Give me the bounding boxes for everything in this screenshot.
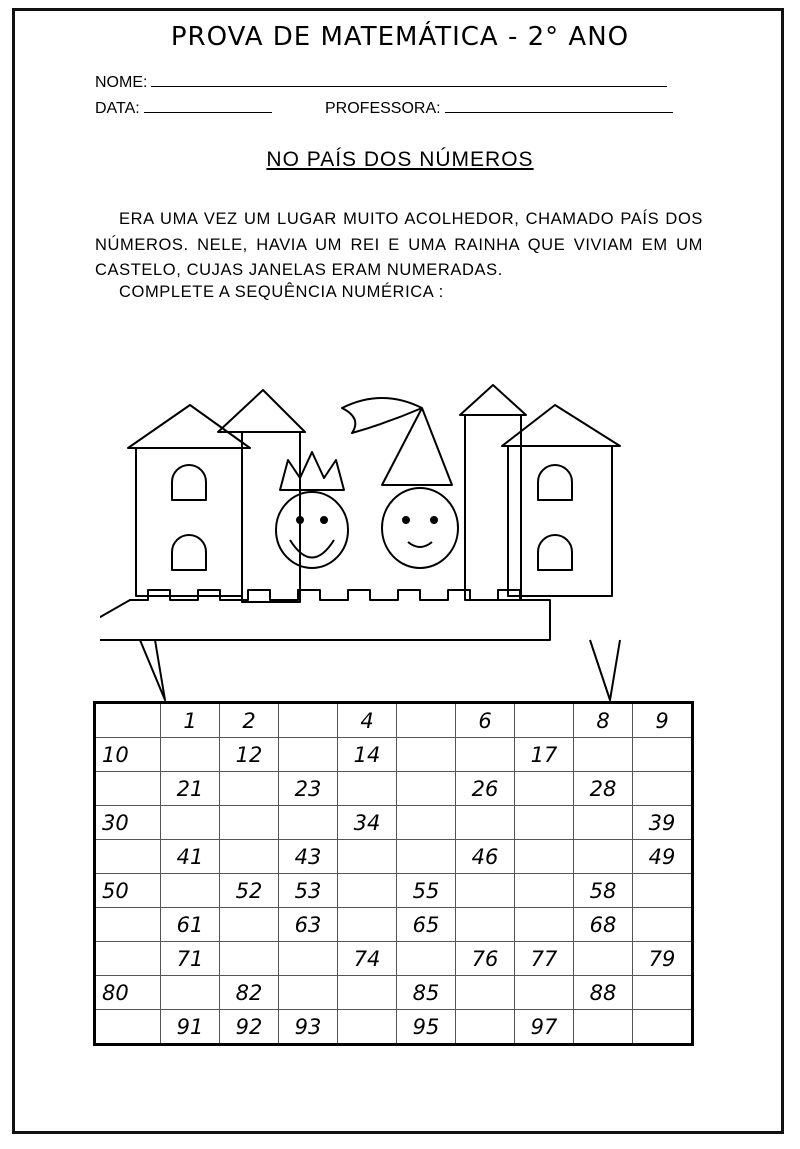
grid-cell-number: 93: [279, 1010, 338, 1045]
grid-cell-number: 46: [456, 840, 515, 874]
grid-cell-number: 9: [633, 703, 693, 738]
grid-cell-number: 76: [456, 942, 515, 976]
grid-cell-number: 10: [95, 738, 161, 772]
grid-cell-number: 12: [220, 738, 279, 772]
grid-cell-blank[interactable]: [515, 976, 574, 1010]
wall-left-support: [140, 640, 165, 700]
grid-cell-number: 21: [161, 772, 220, 806]
grid-cell-blank[interactable]: [220, 806, 279, 840]
castle-wall-battlement: [100, 590, 550, 640]
grid-row: [95, 976, 693, 1010]
grid-cell-blank[interactable]: [515, 874, 574, 908]
name-label: NOME:: [95, 74, 148, 91]
grid-cell-blank[interactable]: [574, 806, 633, 840]
grid-cell-blank[interactable]: [456, 908, 515, 942]
grid-cell-blank[interactable]: [397, 942, 456, 976]
grid-row: [95, 738, 693, 772]
grid-cell-blank[interactable]: [279, 703, 338, 738]
grid-cell-number: 50: [95, 874, 161, 908]
left-tower-window-top: [172, 465, 206, 500]
grid-cell-number: 23: [279, 772, 338, 806]
grid-cell-number: 71: [161, 942, 220, 976]
grid-cell-number: 58: [574, 874, 633, 908]
grid-cell-blank[interactable]: [456, 738, 515, 772]
grid-cell-number: 4: [338, 703, 397, 738]
grid-cell-blank[interactable]: [456, 874, 515, 908]
left-tower-body: [136, 448, 242, 596]
grid-cell-number: 91: [161, 1010, 220, 1045]
grid-cell-number: 39: [633, 806, 693, 840]
grid-cell-blank[interactable]: [161, 738, 220, 772]
king-crown: [280, 452, 344, 490]
wall-right-support: [590, 640, 620, 700]
grid-cell-blank[interactable]: [220, 908, 279, 942]
grid-cell-number: 95: [397, 1010, 456, 1045]
queen-feather: [342, 398, 422, 433]
grid-row: [95, 1010, 693, 1045]
grid-row: [95, 908, 693, 942]
grid-cell-blank[interactable]: [633, 908, 693, 942]
date-label: DATA:: [95, 100, 140, 117]
mid-left-tower-body: [242, 432, 300, 602]
grid-row: [95, 772, 693, 806]
story-text: [95, 207, 703, 284]
grid-cell-number: 63: [279, 908, 338, 942]
grid-cell-number: 88: [574, 976, 633, 1010]
right-tower-window-top: [538, 465, 572, 500]
grid-cell-blank[interactable]: [397, 703, 456, 738]
grid-cell-blank[interactable]: [95, 703, 161, 738]
grid-cell-blank[interactable]: [574, 1010, 633, 1045]
grid-cell-blank[interactable]: [633, 1010, 693, 1045]
grid-cell-blank[interactable]: [338, 908, 397, 942]
grid-cell-number: 65: [397, 908, 456, 942]
grid-cell-number: 79: [633, 942, 693, 976]
king-beard: [290, 540, 334, 558]
grid-cell-number: 77: [515, 942, 574, 976]
grid-row: [95, 942, 693, 976]
grid-cell-blank[interactable]: [161, 874, 220, 908]
teacher-field[interactable]: [325, 98, 673, 118]
grid-row: [95, 806, 693, 840]
grid-cell-number: 34: [338, 806, 397, 840]
grid-cell-blank[interactable]: [220, 942, 279, 976]
grid-cell-blank[interactable]: [338, 772, 397, 806]
grid-cell-blank[interactable]: [220, 840, 279, 874]
grid-cell-number: 80: [95, 976, 161, 1010]
mid-left-tower-roof: [218, 390, 305, 432]
grid-cell-blank[interactable]: [397, 806, 456, 840]
grid-cell-number: 6: [456, 703, 515, 738]
queen-face: [382, 488, 458, 568]
grid-cell-number: 41: [161, 840, 220, 874]
page-title: PROVA DE MATEMÁTICA - 2° ANO: [170, 22, 630, 52]
right-tower-roof: [502, 405, 620, 446]
grid-cell-number: 52: [220, 874, 279, 908]
grid-cell-blank[interactable]: [574, 942, 633, 976]
grid-cell-number: 8: [574, 703, 633, 738]
right-tower-body: [508, 446, 612, 596]
grid-cell-number: 17: [515, 738, 574, 772]
left-tower-window-bottom: [172, 535, 206, 570]
right-tower-window-bottom: [538, 535, 572, 570]
grid-cell-blank[interactable]: [338, 840, 397, 874]
grid-cell-blank[interactable]: [338, 1010, 397, 1045]
grid-cell-number: 92: [220, 1010, 279, 1045]
instruction-text: COMPLETE A SEQUÊNCIA NUMÉRICA :: [119, 283, 444, 301]
castle-illustration: [100, 360, 660, 705]
grid-cell-blank[interactable]: [95, 908, 161, 942]
grid-cell-blank[interactable]: [515, 806, 574, 840]
grid-cell-number: 82: [220, 976, 279, 1010]
grid-row: [95, 874, 693, 908]
grid-cell-number: 61: [161, 908, 220, 942]
grid-cell-blank[interactable]: [515, 703, 574, 738]
grid-cell-blank[interactable]: [338, 874, 397, 908]
mid-right-tower-body: [465, 415, 521, 600]
grid-cell-blank[interactable]: [338, 976, 397, 1010]
grid-cell-number: 74: [338, 942, 397, 976]
grid-cell-blank[interactable]: [456, 976, 515, 1010]
name-blank-line[interactable]: [151, 72, 667, 87]
grid-cell-blank[interactable]: [515, 772, 574, 806]
date-field[interactable]: [95, 98, 272, 118]
grid-cell-blank[interactable]: [397, 840, 456, 874]
grid-cell-number: 14: [338, 738, 397, 772]
grid-cell-blank[interactable]: [515, 908, 574, 942]
grid-cell-blank[interactable]: [633, 976, 693, 1010]
grid-cell-blank[interactable]: [633, 738, 693, 772]
teacher-label: PROFESSORA:: [325, 100, 441, 117]
grid-cell-number: 26: [456, 772, 515, 806]
grid-cell-blank[interactable]: [397, 738, 456, 772]
grid-cell-blank[interactable]: [95, 942, 161, 976]
grid-cell-blank[interactable]: [161, 976, 220, 1010]
left-tower-roof: [128, 405, 250, 448]
grid-cell-blank[interactable]: [456, 806, 515, 840]
grid-cell-number: 28: [574, 772, 633, 806]
grid-cell-blank[interactable]: [574, 738, 633, 772]
story-title: [0, 148, 800, 172]
grid-cell-number: 43: [279, 840, 338, 874]
story-paragraph: ERA UMA VEZ UM LUGAR MUITO ACOLHEDOR, CHAMADO PAÍS DOS NÚMEROS. NELE, HAVIA UM REI E UMA RAINHA QUE VIVIAM EM UM CASTELO, CUJAS JANELAS ERAM NUMERADAS.: [95, 210, 703, 279]
grid-cell-blank[interactable]: [279, 806, 338, 840]
grid-cell-blank[interactable]: [95, 840, 161, 874]
teacher-blank-line[interactable]: [445, 98, 673, 113]
name-field[interactable]: [95, 72, 667, 92]
date-blank-line[interactable]: [144, 98, 272, 113]
grid-cell-number: 68: [574, 908, 633, 942]
grid-row: [95, 703, 693, 738]
number-grid: [93, 701, 694, 1046]
grid-cell-blank[interactable]: [633, 874, 693, 908]
mid-right-tower-roof: [460, 385, 526, 415]
grid-cell-number: 2: [220, 703, 279, 738]
grid-cell-blank[interactable]: [574, 840, 633, 874]
grid-cell-blank[interactable]: [220, 772, 279, 806]
grid-cell-blank[interactable]: [95, 1010, 161, 1045]
grid-cell-blank[interactable]: [161, 806, 220, 840]
grid-cell-blank[interactable]: [279, 976, 338, 1010]
grid-cell-blank[interactable]: [279, 942, 338, 976]
grid-cell-number: 55: [397, 874, 456, 908]
grid-cell-blank[interactable]: [95, 772, 161, 806]
story-title-text: NO PAÍS DOS NÚMEROS: [266, 148, 534, 171]
grid-cell-number: 49: [633, 840, 693, 874]
grid-cell-blank[interactable]: [279, 738, 338, 772]
grid-cell-blank[interactable]: [633, 772, 693, 806]
grid-row: [95, 840, 693, 874]
grid-cell-number: 1: [161, 703, 220, 738]
grid-cell-number: 97: [515, 1010, 574, 1045]
grid-cell-blank[interactable]: [515, 840, 574, 874]
grid-cell-number: 85: [397, 976, 456, 1010]
grid-cell-number: 30: [95, 806, 161, 840]
grid-cell-blank[interactable]: [456, 1010, 515, 1045]
grid-cell-number: 53: [279, 874, 338, 908]
grid-cell-blank[interactable]: [397, 772, 456, 806]
